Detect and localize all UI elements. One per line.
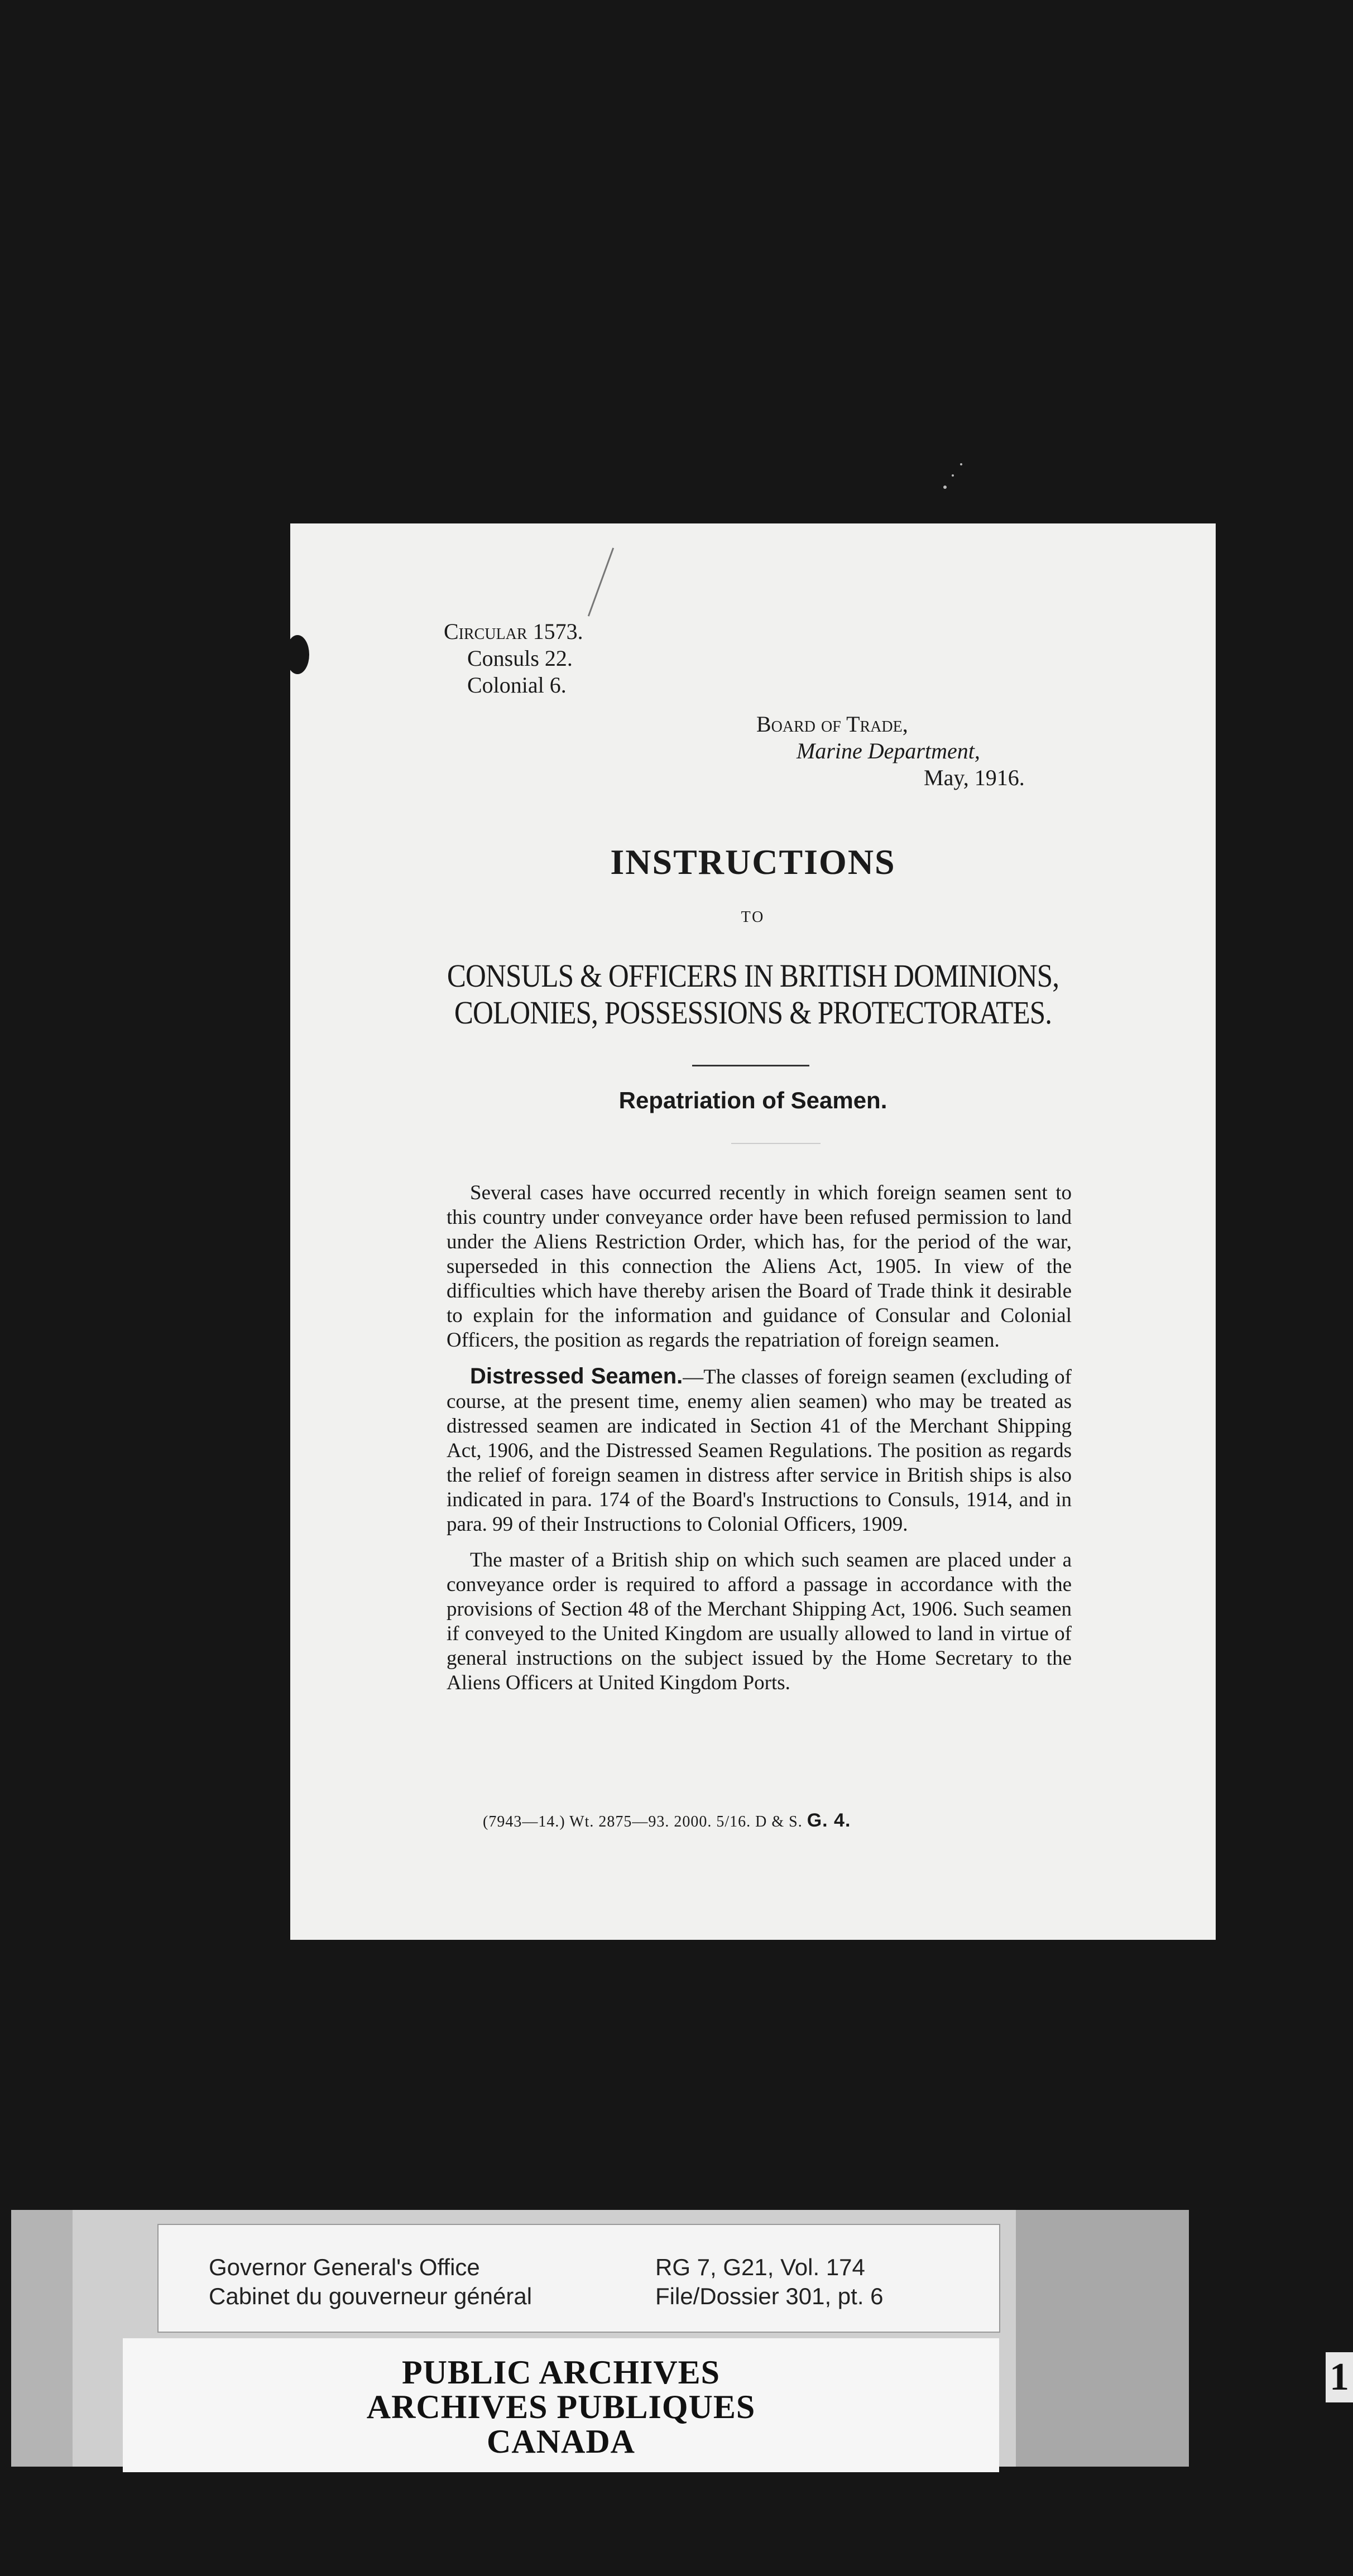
issuer-block [756,711,1025,791]
frame-tab-mark: 1 [1326,2352,1353,2402]
issuer-department: Marine Department, [797,738,980,763]
issue-date: May, 1916. [924,765,1025,790]
record-reference [655,2253,884,2311]
paragraph-2-heading: Distressed Seamen. [470,1364,683,1388]
issuer-name: Board of Trade, [756,712,908,737]
colonial-number: Colonial 6. [467,672,567,698]
document-title: INSTRUCTIONS [610,842,896,882]
stamp-line-1: PUBLIC ARCHIVES [401,2354,721,2391]
circular-number: Circular 1573. [444,619,583,644]
divider-rule [692,1065,809,1066]
printer-imprint [483,1810,851,1832]
office-english: Governor General's Office [209,2254,480,2280]
title-connector: TO [741,909,765,926]
archive-reference-label [157,2224,1000,2333]
paragraph-1: Several cases have occurred recently in which foreign seamen sent to this country under conveyance order have been refused permission to land under the Aliens Restriction Order, which has, for the period of the war, superseded in this connection the Aliens Act, 1905. In view of the difficulties which have thereby arisen the Board of Trade think it desirable to explain for the information and guidance of Consular and Colonial Officers, the position as regards the repatriation of foreign seamen. [447,1181,1072,1352]
punch-hole [286,635,309,674]
dust-speck [960,463,962,465]
pencil-mark [588,547,614,616]
imprint-mark: G. 4. [807,1810,851,1831]
record-group: RG 7, G21, Vol. 174 [655,2254,865,2280]
section-title: Repatriation of Seamen. [618,1087,887,1113]
subtitle-line-2: COLONIES, POSSESSIONS & PROTECTORATES. [454,994,1052,1031]
circular-reference [444,618,583,699]
label-right-edge [1016,2210,1189,2467]
label-left-edge [11,2210,73,2467]
file-dossier: File/Dossier 301, pt. 6 [655,2283,884,2309]
paragraph-2 [447,1364,1072,1537]
document-page [290,523,1216,1940]
public-archives-stamp [123,2338,999,2472]
dust-speck [943,486,947,489]
imprint-code: (7943—14.) Wt. 2875—93. 2000. 5/16. D & S. [483,1813,803,1830]
faint-rule [731,1143,821,1144]
dust-speck [952,474,954,477]
stamp-line-2: ARCHIVES PUBLIQUES [366,2388,756,2425]
consuls-number: Consuls 22. [467,646,573,671]
document-subtitle [346,958,1160,1031]
paragraph-2-text: —The classes of foreign seamen (excluding of course, at the present time, enemy alien seamen) who may be treated as distressed seamen are indicated in Section 41 of the Merchant Shipping Act, 1906, and the Distressed Seamen Regulations. The position as regards the relief of foreign seamen in distress after service in British ships is also indicated in para. 174 of the Board's Instructions to Consuls, 1914, and in para. 99 of their Instructions to Colonial Officers, 1909. [447,1366,1072,1536]
subtitle-line-1: CONSULS & OFFICERS IN BRITISH DOMINIONS, [447,958,1059,994]
paragraph-3: The master of a British ship on which such seamen are placed under a conveyance order is required to afford a passage in accordance with the provisions of Section 48 of the Merchant Shipping Act, 1906. Such seamen if conveyed to the United Kingdom are usually allowed to land in virtue of general instructions on the subject issued by the Home Secretary to the Aliens Officers at United Kingdom Ports. [447,1549,1072,1694]
body-text [447,1181,1072,1707]
stamp-line-3: CANADA [487,2423,635,2460]
office-names [209,2253,532,2311]
office-french: Cabinet du gouverneur général [209,2283,532,2309]
